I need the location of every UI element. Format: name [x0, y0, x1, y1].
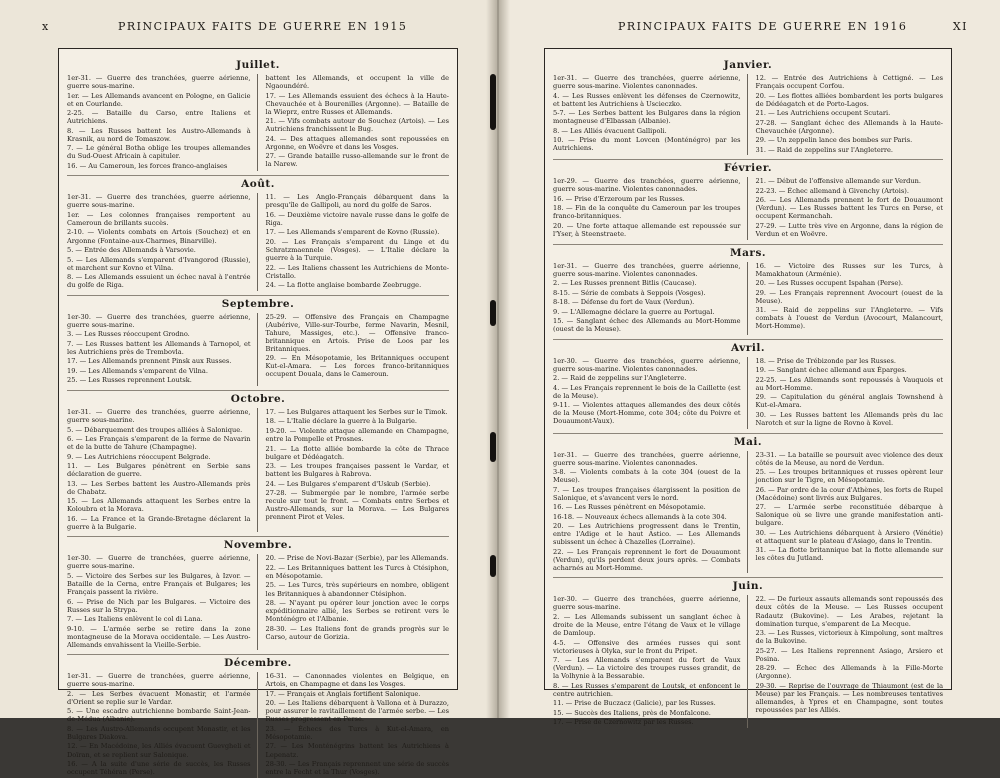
event-entry: 1er-30. — Guerre des tranchées, guerre aérienne, guerre sous-marine. [553, 595, 741, 612]
month-title: Mars. [729, 246, 767, 259]
binding-stain [490, 432, 496, 462]
event-entry: 9-10. — L'armée serbe se retire dans la zone montagneuse de la Morava occidentale. — Les Austro-Allemands envahissent la Vieille-Serbie. [67, 624, 251, 649]
event-entry: 1er-31. — Guerre des tranchées, guerre aérienne, guerre sous-marine. Violentes canonnades. [553, 74, 741, 91]
event-entry: 8-15. — Série de combats à Seppois (Vosges). [553, 288, 706, 297]
event-entry: 2. — Les Allemands subissent un sanglant échec à droite de la Meuse, entre l'étang de Vaux et le village de Damloup. [553, 613, 741, 638]
event-entry: 11. — Prise de Buczacz (Galicie), par les Russes. [553, 699, 716, 708]
right-page-folio: XI [952, 20, 968, 33]
event-entry: 9. — L'Allemagne déclare la guerre au Portugal. [553, 307, 715, 316]
event-entry: 25-29. — Offensive des Français en Champagne (Aubérive, Ville-sur-Tourbe, ferme Navarin, Mesnil, Tahure, Massiges, etc.). — Offensive franco-britannique en Artois. Prise de Loos par les Britanniques. [265, 312, 449, 353]
event-entry: 21. — La flotte alliée bombarde la côte de Thrace bulgare et Dédéagatch. [265, 444, 449, 461]
month-separator [67, 295, 449, 296]
event-entry: 4. — Les Russes enlèvent les défenses de Czernowitz, et battent les Autrichiens à Uscieczko. [553, 91, 741, 108]
event-entry: 27-28. — Submergée par le nombre, l'armée serbe recule sur tout le front. — Combats entre Serbes et Austro-Allemands, sur la Morava. — Les Bulgares prennent Pirot et Veles. [265, 489, 449, 522]
month-section [553, 339, 943, 429]
event-entry: 17. — Les Allemands essuient des échecs à la Haute-Chevauchée et à Bourenilles (Argonne). — Bataille de la Wieprz, entre Russes et Allemands. [265, 91, 449, 116]
event-entry: 31. — Raid de zeppelins sur l'Angleterre. — Vifs combats à l'ouest de Verdun (Avocourt, Malancourt, Mort-Homme). [755, 306, 943, 331]
event-entry: 20. — Une forte attaque allemande est repoussée sur l'Yser, à Steenstraete. [553, 221, 741, 238]
left-column [553, 451, 748, 574]
event-entry: 8-18. — Défense du fort de Vaux (Verdun). [553, 298, 695, 307]
right-page-chronology-frame [544, 48, 952, 727]
month-section [553, 159, 943, 239]
event-entry: 29. — Un zeppelin lance des bombes sur Paris. [755, 136, 913, 145]
event-entry: 20. — Les Italiens débarquent à Vallona et à Durazzo, pour assurer le ravitaillement de l'armée serbe. — Les Russes progressent en Perse. [265, 699, 449, 724]
right-column [266, 193, 450, 290]
month-title: Mai. [733, 435, 763, 448]
left-page-chronology-frame [58, 48, 458, 777]
event-entry: 22. — Les Britanniques battent les Turcs à Ctésiphon, en Mésopotamie. [265, 563, 449, 580]
right-column [266, 313, 450, 386]
event-entry: 2. — Les Serbes évacuent Monastir, et l'armée d'Orient se replie sur le Vardar. [67, 689, 251, 706]
left-column [67, 74, 258, 171]
event-entry: 27. — L'armée serbe reconstituée débarque à Salonique où se livre une grande manifestation anti-bulgare. [755, 503, 943, 528]
event-entry: 17. — Prise de Czernowitz par les Russes. [553, 718, 694, 727]
month-title: Juin. [732, 580, 764, 593]
event-entry: 21. — Vifs combats autour de Souchez (Artois). — Les Autrichiens franchissent le Bug. [265, 117, 449, 134]
event-entry: 27-29. — Lutte très vive en Argonne, dans la région de Verdun et en Woëvre. [755, 221, 943, 238]
event-entry: 16. — A la suite d'une série de succès, les Russes occupent Téhéran (Perse). [67, 760, 251, 777]
event-entry: 27. — Grande bataille russo-allemande sur le front de la Narew. [265, 152, 449, 169]
event-entry: 4. — Les Français reprennent le bois de la Caillette (est de la Meuse). [553, 383, 741, 400]
event-entry: 23. — Les Russes, victorieux à Kimpolung, sont maîtres de la Bukovine. [755, 629, 943, 646]
event-entry: 7. — Les Allemands s'emparent du fort de Vaux (Verdun). — La victoire des troupes russes grandit, de la Volhynie à la Bessarabie. [553, 656, 741, 681]
event-entry: 27. — Les Monténégrins battent les Autrichiens à Lepenatz. [265, 742, 449, 759]
event-entry: 17. — Les Allemands prennent Pinsk aux Russes. [67, 357, 232, 366]
event-entry: 16-18. — Nouveaux échecs allemands à la cote 304. [553, 512, 727, 521]
event-entry: 7. — Les troupes françaises élargissent la position de Salonique, et s'avancent vers le nord. [553, 485, 741, 502]
month-separator [553, 244, 943, 245]
event-entry: 1er-31. — Guerre des tranchées, guerre aérienne, guerre sous-marine. [67, 74, 251, 91]
event-entry: 20. — Les flottes alliées bombardent les ports bulgares de Dédéagatch et de Porto-Lagos. [755, 91, 943, 108]
left-column [67, 408, 258, 532]
month-separator [67, 654, 449, 655]
left-column [67, 193, 258, 290]
event-entry: 28-30. — Les Français reprennent une série de succès entre la Fecht et la Thur (Vosges). [265, 760, 449, 777]
event-entry: 20. — Les Autrichiens progressent dans le Trentin, entre l'Adige et le haut Astico. — Les Allemands subissent un échec à Chazelles (Lorraine). [553, 522, 741, 547]
event-entry: 29-30. — Reprise de l'ouvrage de Thiaumont (est de la Meuse) par les Français. — Les nombreuses tentatives allemandes, à Ypres et en Champagne, sont toutes repoussées par les Alliés. [755, 681, 943, 714]
month-columns [553, 595, 943, 727]
event-entry: 20. — Les Russes occupent Ispahan (Perse). [755, 279, 903, 288]
month-title: Octobre. [230, 392, 286, 405]
event-entry: 2-10. — Violents combats en Artois (Souchez) et en Argonne (Fontaine-aux-Charmes, Binarville). [67, 228, 251, 245]
month-separator [67, 536, 449, 537]
event-entry: 2. — Les Russes prennent Bitlis (Caucase). [553, 279, 697, 288]
event-entry: 29. — Capitulation du général anglais Townshend à Kut-el-Amara. [755, 393, 943, 410]
month-columns [553, 262, 943, 335]
event-entry: 29. — Les Français reprennent Avocourt (ouest de la Meuse). [755, 288, 943, 305]
event-entry: 1er-31. — Guerre des tranchées, guerre aérienne, guerre sous-marine. [67, 193, 251, 210]
event-entry: 7. — Les Russes battent les Allemands à Tarnopol, et les Autrichiens près de Trembovla. [67, 339, 251, 356]
event-entry: 5. — Victoire des Serbes sur les Bulgares, à Izvor. — Bataille de la Cerna, entre Français et Bulgares; les Français passent la rivière. [67, 571, 251, 596]
event-entry: 15. — Les Allemands attaquent les Serbes entre la Koloubra et la Morava. [67, 497, 251, 514]
month-separator [553, 577, 943, 578]
month-title: Février. [723, 162, 773, 175]
event-entry: 15. — Succès des Italiens, près de Monfalcone. [553, 708, 711, 717]
month-section [67, 59, 449, 171]
event-entry: 24. — Des attaques allemandes sont repoussées en Argonne, en Woëvre et dans les Vosges. [265, 134, 449, 151]
event-entry: 21. — Les Autrichiens occupent Scutari. [755, 109, 891, 118]
month-columns [67, 74, 449, 171]
event-entry: 9-11. — Violentes attaques allemandes des deux côtés de la Meuse (Mort-Homme, cote 304; côte du Poivre et Douaumont-Vaux). [553, 401, 741, 426]
binding-stain [490, 74, 496, 130]
binding-stain [490, 300, 496, 326]
month-title: Décembre. [224, 657, 292, 670]
month-section [67, 390, 449, 532]
event-entry: 1er. — Les colonnes françaises remportent au Cameroun de brillants succès. [67, 210, 251, 227]
month-columns [553, 177, 943, 239]
month-title: Juillet. [236, 59, 280, 71]
event-entry: 17. — Les Allemands s'emparent de Kovno (Russie). [265, 228, 440, 237]
right-page-running-head: PRINCIPAUX FAITS DE GUERRE EN 1916 [618, 20, 908, 33]
right-column [756, 262, 944, 335]
left-column [553, 177, 748, 239]
event-entry: 30. — Les Russes battent les Allemands près du lac Narotch et sur la ligne de Rovno à Kovel. [755, 410, 943, 427]
event-entry: 31. — La flotte britannique bat la flotte allemande sur les côtes du Jutland. [755, 546, 943, 563]
month-separator [67, 390, 449, 391]
event-entry: 6. — Les Français s'emparent de la ferme de Navarin et de la butte de Tahure (Champagne). [67, 435, 251, 452]
event-entry: 3. — Les Russes réoccupent Grodno. [67, 330, 190, 339]
event-entry: 22. — Les Français reprennent le fort de Douaumont (Verdun), qu'ils perdent deux jours après. — Combats acharnés au Mort-Homme. [553, 547, 741, 572]
event-entry: 20. — Les Français s'emparent du Linge et du Schratzmaennele (Vosges). — L'Italie déclare la guerre à la Turquie. [265, 238, 449, 263]
event-entry: 18. — Fin de la conquête du Cameroun par les troupes franco-britanniques. [553, 204, 741, 221]
event-entry: 29. — En Mésopotamie, les Britanniques occupent Kut-el-Amara. — Les forces franco-britanniques occupent Douala, dans le Cameroun. [265, 354, 449, 379]
event-entry: battent les Allemands, et occupent la ville de Ngaoundéré. [265, 74, 449, 91]
event-entry: 26. — Les Allemands prennent le fort de Douaumont (Verdun). — Les Russes battent les Turcs en Perse, et occupent Kermanchah. [755, 196, 943, 221]
event-entry: 19. — Sanglant échec allemand aux Éparges. [755, 366, 907, 375]
month-separator [553, 433, 943, 434]
event-entry: 1er-30. — Guerre de tranchées, guerre aérienne, guerre sous-marine. [67, 554, 251, 571]
event-entry: 22. — De furieux assauts allemands sont repoussés des deux côtés de la Meuse. — Les Russes occupent Radautz (Bukovine). — Les Arabes, rejetant la domination turque, s'emparent de La Mecque. [755, 595, 943, 628]
event-entry: 25. — Les Turcs, très supérieurs en nombre, obligent les Britanniques à abandonner Ctésiphon. [265, 581, 449, 598]
event-entry: 5-7. — Les Serbes battent les Bulgares dans la région montagneuse d'Elbassan (Albanie). [553, 109, 741, 126]
event-entry: 1er-29. — Guerre des tranchées, guerre aérienne, guerre sous-marine. Violentes canonnades. [553, 177, 741, 194]
month-section [553, 433, 943, 574]
binding-stain [490, 555, 496, 577]
event-entry: 9. — Les Autrichiens réoccupent Belgrade. [67, 452, 211, 461]
event-entry: 7. — Le général Botha oblige les troupes allemandes du Sud-Ouest Africain à capituler. [67, 144, 251, 161]
event-entry: 16-31. — Canonnades violentes en Belgique, en Artois, en Champagne et dans les Vosges. [265, 672, 449, 689]
month-columns [553, 357, 943, 429]
event-entry: 17. — Français et Anglais fortifient Salonique. [265, 689, 421, 698]
event-entry: 13. — Les Serbes battent les Austro-Allemands près de Chabatz. [67, 479, 251, 496]
event-entry: 15. — Sanglant échec des Allemands au Mort-Homme (ouest de la Meuse). [553, 317, 741, 334]
event-entry: 5. — Une escadre autrichienne bombarde Saint-Jean-de-Médua (Albanie). [67, 707, 251, 724]
left-column [67, 554, 258, 650]
right-column [756, 177, 944, 239]
event-entry: 27-28. — Sanglant échec des Allemands à la Haute-Chevauchée (Argonne). [755, 118, 943, 135]
event-entry: 12. — En Macédoine, les Alliés évacuent Guevgheli et Doïran, et se replient sur Salonique. [67, 742, 251, 759]
event-entry: 31. — Raid de zeppelins sur l'Angleterre. [755, 145, 894, 154]
event-entry: 1er-30. — Guerre des tranchées, guerre aérienne, guerre sous-marine. [67, 312, 251, 329]
month-separator [553, 339, 943, 340]
event-entry: 23. — Échecs des Turcs à Kut-el-Amara, en Mésopotamie. [265, 724, 449, 741]
event-entry: 23. — Les troupes françaises passent le Vardar, et battent les Bulgares à Rabrova. [265, 462, 449, 479]
right-column [266, 672, 450, 777]
event-entry: 30. — Les Autrichiens débarquent à Arsiero (Vénétie) et attaquent sur le plateau d'Asiago, dans le Trentin. [755, 528, 943, 545]
event-entry: 25. — Les Russes reprennent Loutsk. [67, 376, 192, 385]
left-column [553, 357, 748, 429]
month-title: Août. [241, 178, 275, 191]
event-entry: 25-27. — Les Italiens reprennent Asiago, Arsiero et Posina. [755, 646, 943, 663]
event-entry: 18. — L'Italie déclare la guerre à la Bulgarie. [265, 417, 417, 426]
event-entry: 4-5. — Offensive des armées russes qui sont victorieuses à Olyka, sur le front du Pripet. [553, 638, 741, 655]
month-columns [553, 451, 943, 574]
right-column [756, 451, 944, 574]
right-column [266, 74, 450, 171]
month-section [67, 175, 449, 290]
event-entry: 24. — Les Bulgares s'emparent d'Uskub (Serbie). [265, 479, 431, 488]
event-entry: 2. — Raid de zeppelins sur l'Angleterre. [553, 374, 687, 383]
event-entry: 8. — Les Russes battent les Austro-Allemands à Krasnik, au nord de Tomaszow. [67, 126, 251, 143]
event-entry: 1er. — Les Allemands avancent en Pologne, en Galicie et en Courlande. [67, 91, 251, 108]
month-section [553, 59, 943, 155]
event-entry: 19. — Les Allemands s'emparent de Vilna. [67, 366, 208, 375]
event-entry: 21. — Début de l'offensive allemande sur Verdun. [755, 177, 921, 186]
right-column [266, 554, 450, 650]
event-entry: 16. — Deuxième victoire navale russe dans le golfe de Riga. [265, 210, 449, 227]
month-separator [67, 175, 449, 176]
event-entry: 25. — Les troupes britanniques et russes opèrent leur jonction sur le Tigre, en Mésopotamie. [755, 468, 943, 485]
month-title: Novembre. [223, 539, 293, 552]
event-entry: 20. — Prise de Novi-Bazar (Serbie), par les Allemands. [265, 554, 449, 563]
event-entry: 1er-30. — Guerre des tranchées, guerre aérienne, guerre sous-marine. Violentes canonnades. [553, 356, 741, 373]
left-column [553, 74, 748, 155]
event-entry: 18. — Prise de Trébizonde par les Russes. [755, 356, 897, 365]
month-separator [553, 159, 943, 160]
event-entry: 22-23. — Échec allemand à Givenchy (Artois). [755, 186, 909, 195]
right-column [756, 74, 944, 155]
event-entry: 7. — Les Italiens enlèvent le col di Lana. [67, 615, 203, 624]
left-page-folio: x [42, 20, 50, 33]
left-column [67, 313, 258, 386]
left-page-running-head: PRINCIPAUX FAITS DE GUERRE EN 1915 [118, 20, 408, 33]
month-section [553, 244, 943, 335]
event-entry: 28-30. — Les Italiens font de grands progrès sur le Carso, autour de Gorizia. [265, 624, 449, 641]
event-entry: 16. — Au Cameroun, les forces franco-anglaises [67, 161, 228, 170]
event-entry: 22. — Les Italiens chassent les Autrichiens de Monte-Cristallo. [265, 263, 449, 280]
event-entry: 10. — Prise du mont Lovcen (Monténégro) par les Autrichiens. [553, 136, 741, 153]
left-column [553, 595, 748, 727]
right-column [266, 408, 450, 532]
left-column [553, 262, 748, 335]
event-entry: 8. — Les Alliés évacuent Gallipoli. [553, 126, 667, 135]
month-section [553, 577, 943, 727]
left-page [0, 0, 496, 777]
event-entry: 16. — La France et la Grande-Bretagne déclarent la guerre à la Bulgarie. [67, 514, 251, 531]
month-title: Septembre. [221, 297, 295, 310]
event-entry: 28. — N'ayant pu opérer leur jonction avec le corps expéditionnaire allié, les Serbes se retirent vers le Monténégro et l'Albanie. [265, 599, 449, 624]
event-entry: 16. — Prise d'Erzeroum par les Russes. [553, 194, 685, 203]
event-entry: 5. — Débarquement des troupes alliées à Salonique. [67, 425, 243, 434]
event-entry: 1er-31. — Guerre de tranchées, guerre aérienne, guerre sous-marine. [67, 672, 251, 689]
right-column [756, 357, 944, 429]
right-column [756, 595, 944, 727]
event-entry: 3-8. — Violents combats à la cote 304 (ouest de la Meuse). [553, 468, 741, 485]
month-columns [67, 193, 449, 290]
month-title: Avril. [731, 341, 765, 354]
event-entry: 28-29. — Échec des Allemands à la Fille-Morte (Argonne). [755, 664, 943, 681]
month-columns [67, 672, 449, 777]
month-section [67, 295, 449, 386]
month-columns [553, 74, 943, 155]
event-entry: 6. — Prise de Nich par les Bulgares. — Victoire des Russes sur la Strypa. [67, 597, 251, 614]
event-entry: 26. — Par ordre de la cour d'Athènes, les forts de Rupel (Macédoine) sont livrés aux Bulgares. [755, 485, 943, 502]
event-entry: 24. — La flotte anglaise bombarde Zeebrugge. [265, 281, 422, 290]
event-entry: 2-25. — Bataille du Carso, entre Italiens et Autrichiens. [67, 109, 251, 126]
event-entry: 22-25. — Les Allemands sont repoussés à Vauquois et au Mort-Homme. [755, 375, 943, 392]
month-section [67, 536, 449, 650]
month-columns [67, 408, 449, 532]
event-entry: 11. — Les Anglo-Français débarquent dans la presqu'île de Gallipoli, au nord du golfe de Saros. [265, 193, 449, 210]
event-entry: 8. — Les Allemands essuient un échec naval à l'entrée du golfe de Riga. [67, 273, 251, 290]
event-entry: 1er-31. — Guerre des tranchées, guerre aérienne, guerre sous-marine. Violentes canonnades. [553, 261, 741, 278]
month-title: Janvier. [723, 59, 773, 71]
month-columns [67, 313, 449, 386]
event-entry: 5. — Entrée des Allemands à Varsovie. [67, 246, 196, 255]
event-entry: 16. — Les Russes pénètrent en Mésopotamie. [553, 503, 706, 512]
event-entry: 1er-31. — Guerre des tranchées, guerre aérienne, guerre sous-marine. [67, 407, 251, 424]
event-entry: 16. — Victoire des Russes sur les Turcs, à Mamakhatoun (Arménie). [755, 261, 943, 278]
event-entry: 11. — Les Bulgares pénètrent en Serbie sans déclaration de guerre. [67, 462, 251, 479]
event-entry: 8. — Les Russes s'emparent de Loutsk, et enfoncent le centre autrichien. [553, 681, 741, 698]
event-entry: 17. — Les Bulgares attaquent les Serbes sur le Timok. [265, 407, 448, 416]
event-entry: 8. — Les Austro-Allemands occupent Monastir, et les Bulgares Diakova. [67, 724, 251, 741]
event-entry: 5. — Les Allemands s'emparent d'Ivangorod (Russie), et marchent sur Kovno et Vilna. [67, 255, 251, 272]
event-entry: 1er-31. — Guerre des tranchées, guerre aérienne, guerre sous-marine. Violentes canonnades. [553, 450, 741, 467]
event-entry: 23-31. — La bataille se poursuit avec violence des deux côtés de la Meuse, au nord de Verdun. [755, 450, 943, 467]
event-entry: 19-20. — Violente attaque allemande en Champagne, entre la Pompelle et Prosnes. [265, 427, 449, 444]
month-section [67, 654, 449, 777]
left-column [67, 672, 258, 777]
event-entry: 12. — Entrée des Autrichiens à Cettigné. — Les Français occupent Corfou. [755, 74, 943, 91]
right-page [500, 0, 1000, 727]
month-columns [67, 554, 449, 650]
